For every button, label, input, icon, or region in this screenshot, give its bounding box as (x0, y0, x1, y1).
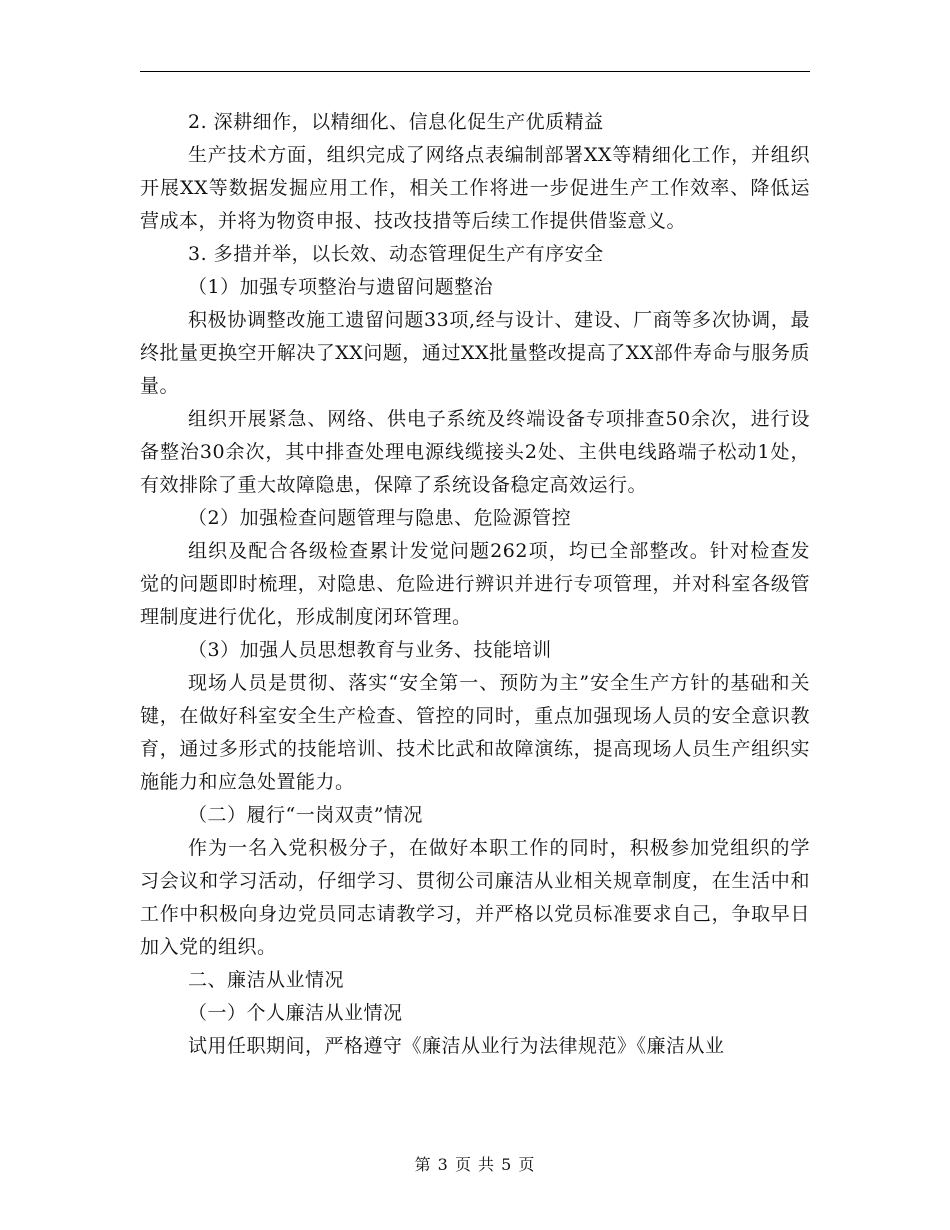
body-paragraph: 生产技术方面，组织完成了网络点表编制部署XX等精细化工作，并组织开展XX等数据发掘应用工作，相关工作将进一步促进生产工作效率、降低运营成本，并将为物资申报、技改技措等后续工作提供借鉴意义。 (140, 144, 810, 232)
body-paragraph: 组织开展紧急、网络、供电子系统及终端设备专项排查50余次，进行设备整治30余次，其中排查处理电源线缆接头2处、主供电线路端子松动1处，有效排除了重大故障隐患，保障了系统设备稳定高效运行。 (140, 408, 810, 496)
body-paragraph: 积极协调整改施工遗留问题33项,经与设计、建设、厂商等多次协调，最终批量更换空开解决了XX问题，通过XX批量整改提高了XX部件寿命与服务质量。 (140, 309, 810, 397)
subsection-heading: （一）个人廉洁从业情况 (188, 1002, 403, 1024)
body-paragraph: 作为一名入党积极分子，在做好本职工作的同时，积极参加党组织的学习会议和学习活动，仔细学习、贯彻公司廉洁从业相关规章制度，在生活中和工作中积极向身边党员同志请教学习，并严格以党员标准要求自己，争取早日加入党的组织。 (140, 837, 810, 958)
subsection-heading: （2）加强检查问题管理与隐患、危险源管控 (188, 507, 572, 529)
header-rule (140, 71, 810, 72)
subsection-heading: （3）加强人员思想教育与业务、技能培训 (188, 639, 552, 661)
section-heading: 二、廉洁从业情况 (188, 969, 345, 991)
section-heading: 2. 深耕细作，以精细化、信息化促生产优质精益 (188, 111, 604, 133)
document-body (140, 106, 810, 1063)
section-heading: 3. 多措并举，以长效、动态管理促生产有序安全 (188, 243, 604, 265)
body-paragraph: 试用任职期间，严格遵守《廉洁从业行为法律规范》《廉洁从业 (188, 1035, 725, 1057)
body-paragraph: 组织及配合各级检查累计发觉问题262项，均已全部整改。针对检查发觉的问题即时梳理，对隐患、危险进行辨识并进行专项管理，并对科室各级管理制度进行优化，形成制度闭环管理。 (140, 540, 810, 628)
subsection-heading: （1）加强专项整治与遗留问题整治 (188, 276, 494, 298)
page-number-footer: 第 3 页 共 5 页 (414, 1155, 536, 1174)
body-paragraph: 现场人员是贯彻、落实“安全第一、预防为主”安全生产方针的基础和关键，在做好科室安全生产检查、管控的同时，重点加强现场人员的安全意识教育，通过多形式的技能培训、技术比武和故障演练，提高现场人员生产组织实施能力和应急处置能力。 (140, 672, 810, 793)
subsection-heading: （二）履行“一岗双责”情况 (188, 804, 423, 826)
